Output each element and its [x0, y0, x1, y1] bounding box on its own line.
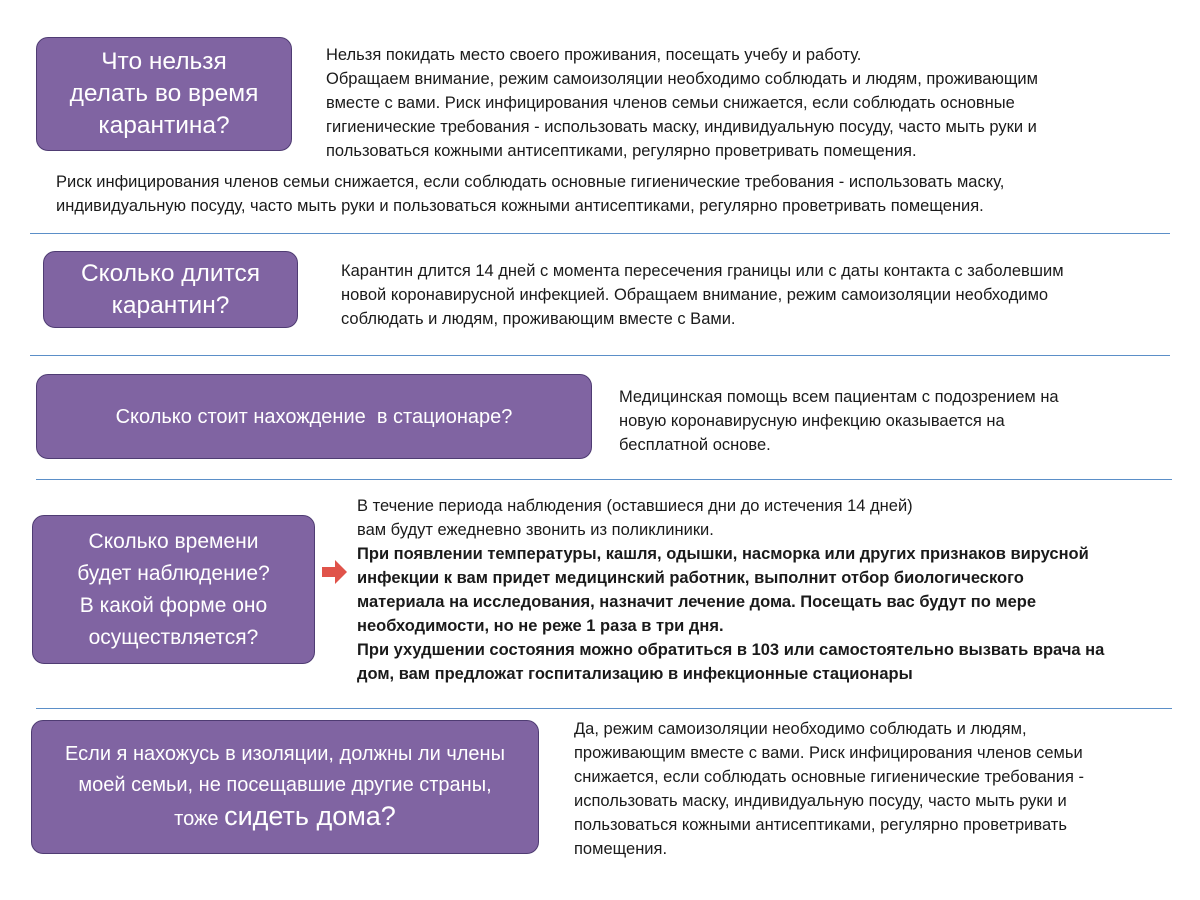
answer-text-observation-intro: В течение периода наблюдения (оставшиеся дни до истечения 14 дней) вам будут ежедневно звонить из поликлиники. — [357, 497, 913, 539]
answer-text-prohibitions: Нельзя покидать место своего проживания, посещать учебу и работу. Обращаем внимание, режим самоизоляции необходимо соблюдать и людям, проживающим вместе с вами. Риск инфицирования членов семьи снижается, если соблюдать основные гигиенические требования - использовать маску, индивидуальную посуду, часто мыть руки и пользоваться кожными антисептиками, регулярно проветривать помещения. — [326, 46, 1038, 160]
question-box-prohibitions — [36, 37, 292, 151]
divider-4 — [36, 708, 1172, 709]
divider-2 — [30, 355, 1170, 356]
answer-text-observation-details: При появлении температуры, кашля, одышки, насморка или других признаков вирусной инфекции к вам придет медицинский работник, выполнит отбор биологического материала на исследования, назначит лечение дома. Посещать вас будут по мере необходимости, но не реже 1 раза в три дня. При ухудшении состояния можно обратиться в 103 или самостоятельно вызвать врача на дом, вам предложат госпитализацию в инфекционные стационары — [357, 545, 1105, 683]
question-text-family-line2: моей семьи, не посещавшие другие страны, — [78, 774, 492, 796]
extra-text-family-risk: Риск инфицирования членов семьи снижается, если соблюдать основные гигиенические требования - использовать маску, индивидуальную посуду, часто мыть руки и пользоваться кожными антисептиками, регулярно проветривать помещения. — [56, 173, 1005, 215]
question-text-family-line3 — [174, 801, 396, 835]
question-text-family-line1: Если я нахожусь в изоляции, должны ли члены — [65, 743, 505, 765]
question-text-family-big: сидеть дома? — [224, 801, 396, 831]
divider-1 — [30, 233, 1170, 234]
answer-text-family: Да, режим самоизоляции необходимо соблюдать и людям, проживающим вместе с вами. Риск инфицирования членов семьи снижается, если соблюдать основные гигиенические требования - использовать маску, индивидуальную посуду, часто мыть руки и пользоваться кожными антисептиками, регулярно проветривать помещения. — [574, 720, 1085, 858]
question-text-family-small: тоже — [174, 808, 225, 830]
answer-text-duration: Карантин длится 14 дней с момента пересечения границы или с даты контакта с заболевшим новой коронавирусной инфекцией. Обращаем внимание, режим самоизоляции необходимо соблюдать и людям, проживающим вместе с Вами. — [341, 262, 1064, 328]
question-text-prohibitions: Что нельзя делать во время карантина? — [69, 48, 259, 139]
question-text-duration: Сколько длится карантин? — [80, 259, 260, 319]
question-box-observation — [32, 515, 315, 664]
question-box-duration — [43, 251, 298, 328]
question-text-observation: Сколько времени будет наблюдение? В какой форме оно осуществляется? — [77, 529, 270, 649]
answer-text-cost: Медицинская помощь всем пациентам с подозрением на новую коронавирусную инфекцию оказывается на бесплатной основе. — [619, 388, 1059, 454]
question-text-cost: Сколько стоит нахождение в стационаре? — [115, 405, 513, 428]
question-box-family — [31, 720, 539, 854]
question-box-cost — [36, 374, 592, 459]
divider-3 — [36, 479, 1172, 480]
arrow-right-icon — [322, 558, 348, 586]
